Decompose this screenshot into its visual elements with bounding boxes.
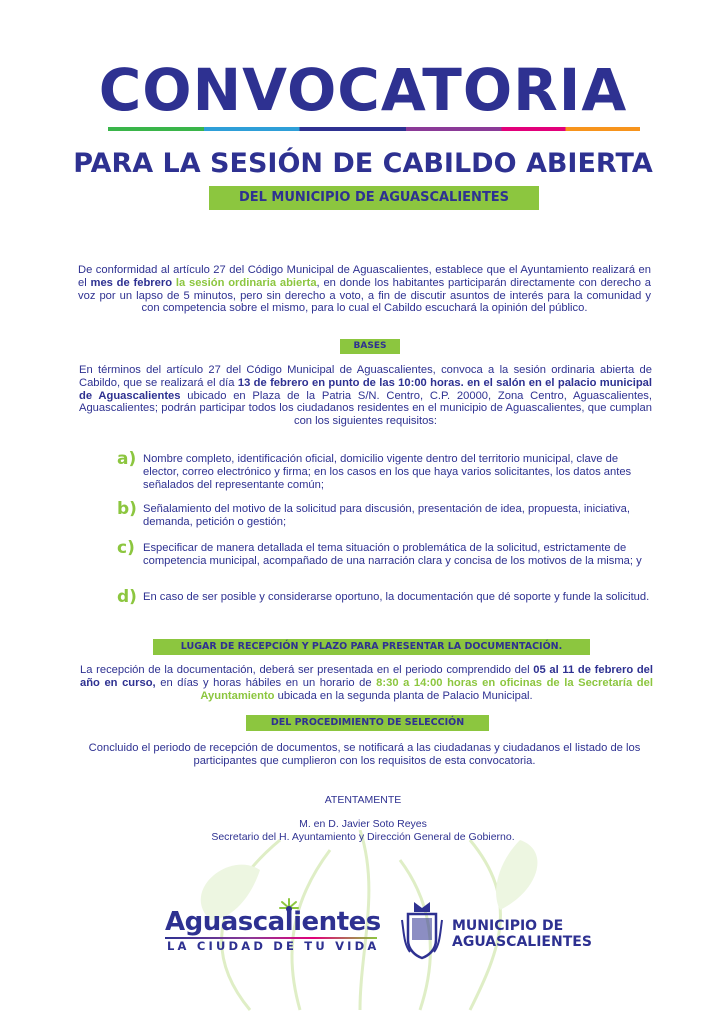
requisito-letter: d) [117,587,137,607]
municipio-banner: DEL MUNICIPIO DE AGUASCALIENTES [209,186,539,210]
lugar-text-2: en días y horas hábiles en un horario de [155,676,377,689]
aguascalientes-logo [165,907,380,959]
bases-paragraph [79,364,652,428]
municipio-logo-text [452,918,592,950]
intro-mes: mes de febrero [90,276,173,289]
lugar-paragraph [80,664,653,702]
procedimiento-paragraph: Concluido el periodo de recepción de documentos, se notificará a las ciudadanas y ciudadanos el listado de los participantes que cumplieron con los requisitos de esta convocatoria. [88,742,641,767]
intro-paragraph [78,264,651,315]
requisito-letter: b) [117,499,137,519]
page-subtitle: PARA LA SESIÓN DE CABILDO ABIERTA [73,148,653,179]
requisito-text: Nombre completo, identificación oficial, domicilio vigente dentro del territorio municipal, clave de elector, correo electrónico y firma; en los casos en los que haya varios solicitantes, los datos antes señalados del representante común; [143,453,632,491]
requisito-letter: a) [117,449,137,469]
municipio-logo-line1: MUNICIPIO DE [452,918,564,934]
requisito-text: Especificar de manera detallada el tema situación o problemática de la solicitud, estrictamente de competencia municipal, acompañado de una narración clara y concisa de los motivos de la misma; y [143,542,642,567]
page-title: CONVOCATORIA [98,56,628,124]
signer-name: M. en D. Javier Soto Reyes [299,818,427,830]
bases-heading: BASES [340,339,400,354]
logo-wordmark: Aguascalientes [165,907,381,937]
coat-of-arms-icon [400,900,444,962]
requisito-text: En caso de ser posible y considerarse oportuno, la documentación que dé soporte y funde la solicitud. [143,591,650,603]
bases-fecha: 13 de febrero en punto de las 10:00 horas. en el salón en el palacio municipal de Aguascalientes [79,376,652,402]
bases-text-1: En términos del artículo 27 del Código Municipal de Aguascalientes, convoca a la sesión ordinaria abierta de Cabildo, que se realizará el día [79,364,652,389]
intro-text-1: De conformidad al artículo 27 del Código Municipal de Aguascalientes, establece que el Ayuntamiento realizará en el [78,264,651,289]
logo-tagline: LA CIUDAD DE TU VIDA [167,939,380,953]
atentamente-label: ATENTAMENTE [324,794,402,806]
intro-text-3: , en donde los habitantes participarán directamente con derecho a voz por un lapso de 5 minutos, pero sin derecho a voto, a fin de discutir asuntos de interés para la comunidad y con competencia sobre el mismo, para lo cual el Cabildo escuchará la opinión del público. [78,276,652,315]
lugar-heading: LUGAR DE RECEPCIÓN Y PLAZO PARA PRESENTAR LA DOCUMENTACIÓN. [153,639,590,655]
lugar-periodo: 05 al 11 de febrero del año en curso, [80,664,654,689]
municipio-logo-line2: AGUASCALIENTES [452,934,592,950]
lugar-horario: 8:30 a 14:00 horas en oficinas de la Secretaría del Ayuntamiento [200,676,653,702]
requisito-letter: c) [117,538,135,558]
intro-sesion: la sesión ordinaria abierta [175,276,317,289]
lugar-text-1: La recepción de la documentación, deberá ser presentada en el periodo comprendido del [80,664,534,676]
signer-title: Secretario del H. Ayuntamiento y Dirección General de Gobierno. [211,831,515,843]
requisito-text: Señalamiento del motivo de la solicitud para discusión, presentación de idea, propuesta, iniciativa, demanda, petición o gestión; [143,503,630,528]
procedimiento-heading: DEL PROCEDIMIENTO DE SELECCIÓN [246,715,489,731]
lugar-text-3: ubicada en la segunda planta de Palacio Municipal. [274,689,533,702]
rainbow-divider [108,127,640,131]
bases-text-2: ubicado en Plaza de la Patria S/N. Centro, C.P. 20000, Zona Centro, Aguascalientes, Aguascalientes; podrán participar todos los ciudadanos residentes en el municipio de Aguascalientes, que cumplan con los siguientes requisitos: [79,389,652,428]
